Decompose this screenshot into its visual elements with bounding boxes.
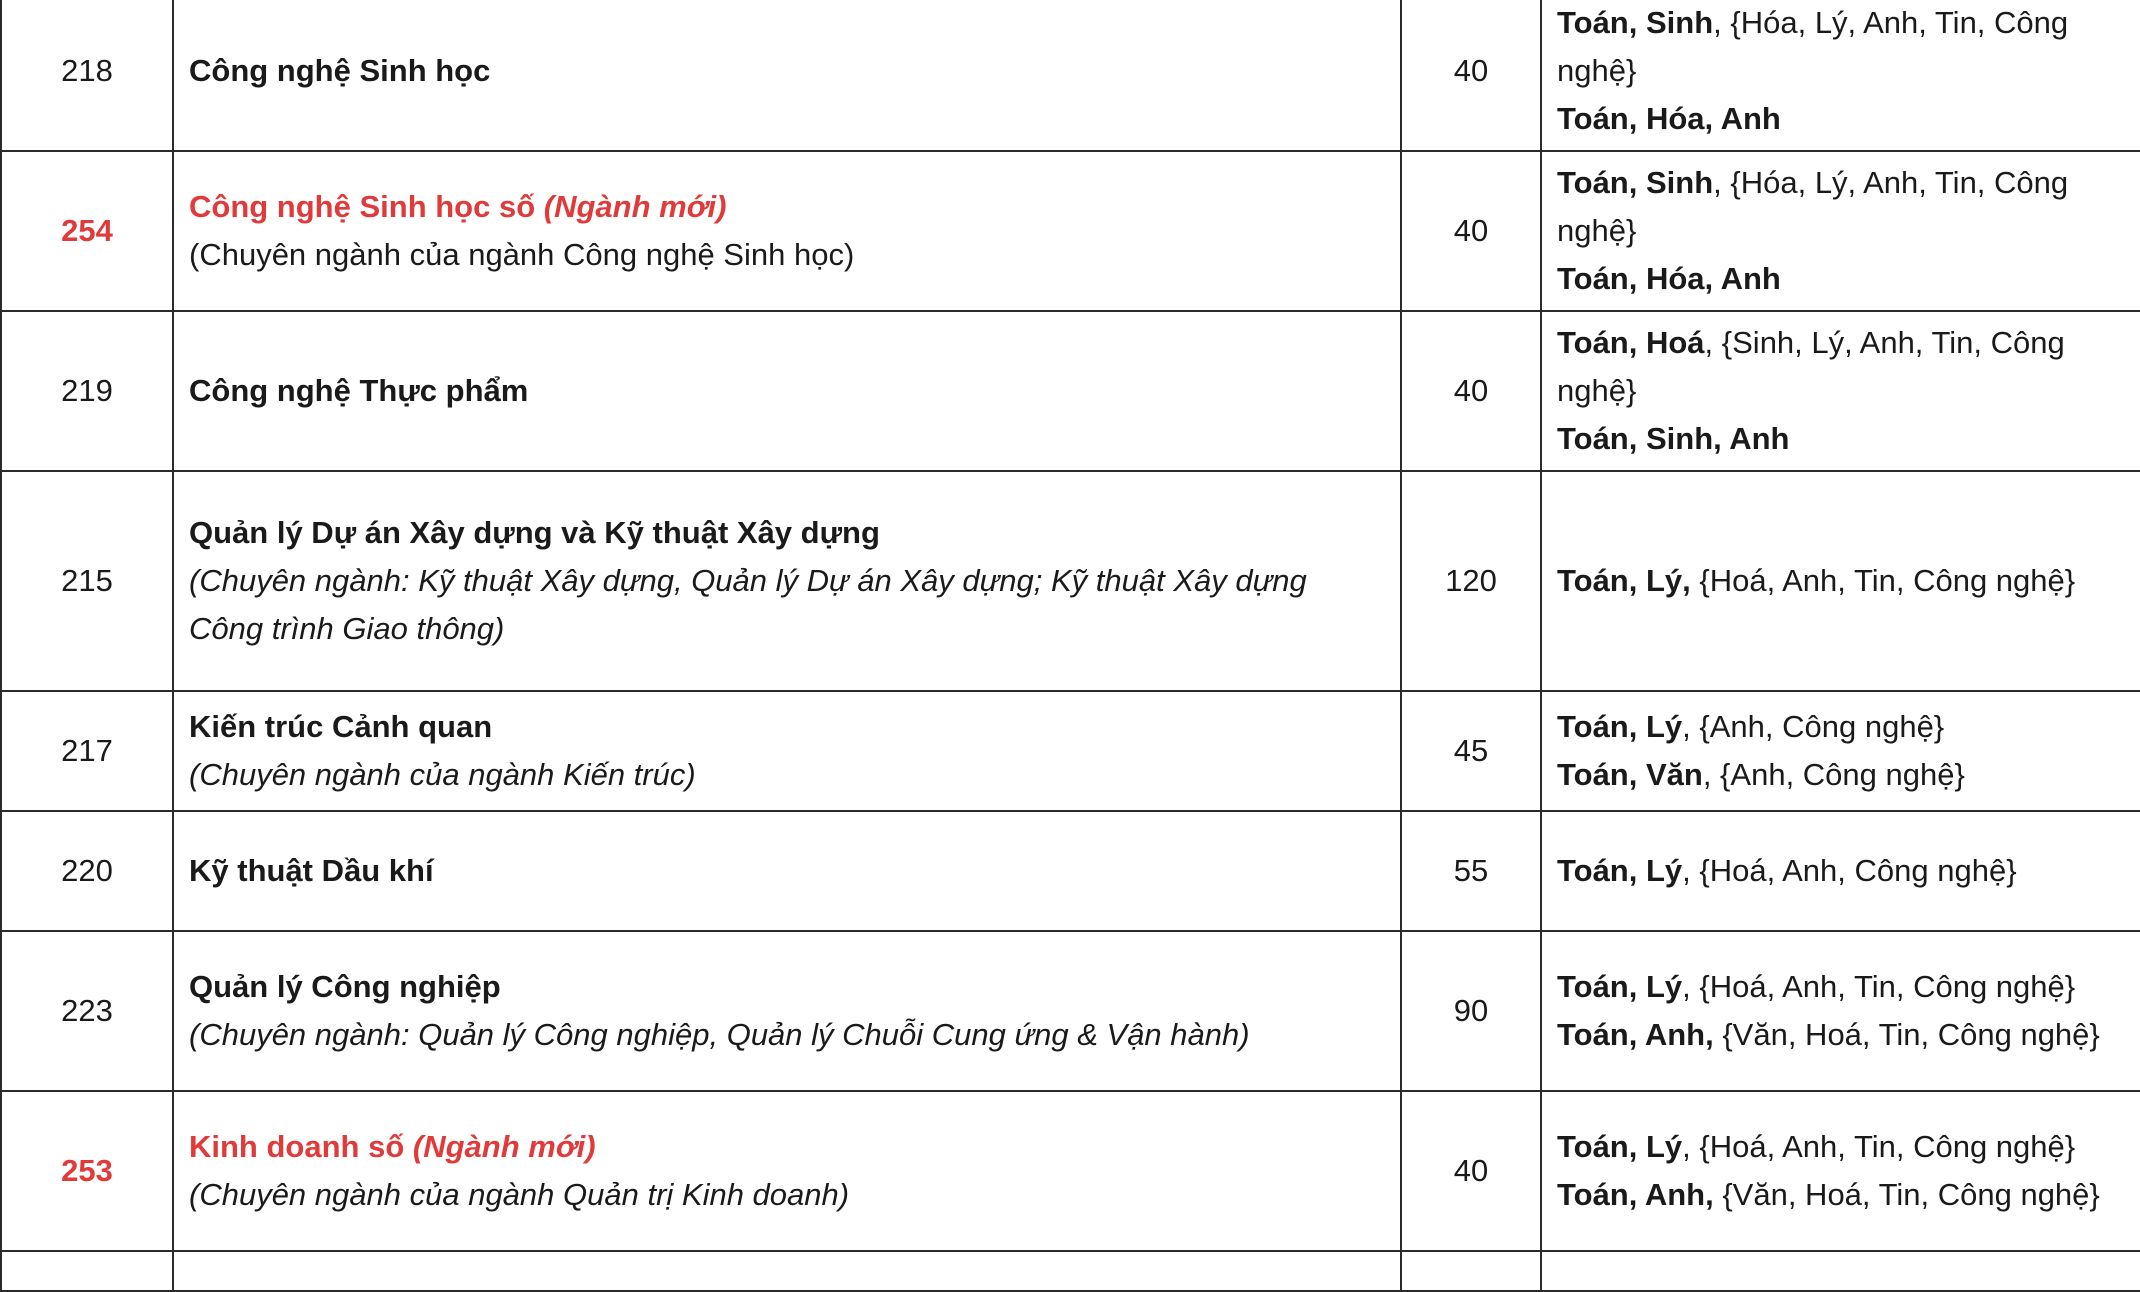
program-name-cell (173, 471, 1401, 691)
combination-line (1557, 95, 2126, 143)
combination-core: Toán, Lý (1557, 1129, 1683, 1164)
subject-combinations (1541, 931, 2140, 1091)
program-name-cell (173, 151, 1401, 311)
combination-line (1557, 159, 2126, 255)
combination-line (1557, 415, 2126, 463)
subject-combinations (1541, 311, 2140, 471)
program-code: 218 (1, 0, 173, 151)
combination-line (1557, 751, 2126, 799)
combination-line (1557, 847, 2126, 895)
combination-line (1557, 1011, 2126, 1059)
program-name-cell (173, 0, 1401, 151)
combination-line (1557, 255, 2126, 303)
table-row (1, 151, 2140, 311)
program-name: Kiến trúc Cảnh quan (189, 709, 493, 744)
program-quota: 45 (1401, 691, 1541, 811)
combination-line (1557, 1123, 2126, 1171)
program-code: 253 (1, 1091, 173, 1251)
program-name: Kỹ thuật Dầu khí (189, 853, 434, 888)
program-name: Quản lý Công nghiệp (189, 969, 501, 1004)
program-name: Công nghệ Sinh học (189, 52, 491, 88)
combination-core: Toán, Hoá (1557, 325, 1705, 360)
program-code: 217 (1, 691, 173, 811)
combination-line (1557, 703, 2126, 751)
combination-options: {Hoá, Anh, Tin, Công nghệ} (1690, 563, 2076, 598)
program-name: Quản lý Dự án Xây dựng và Kỹ thuật Xây dựng (189, 515, 880, 550)
program-quota: 40 (1401, 0, 1541, 151)
program-note: (Chuyên ngành của ngành Kiến trúc) (189, 757, 696, 792)
combination-options: , {Hoá, Anh, Tin, Công nghệ} (1682, 1129, 2076, 1164)
combination-line (1557, 557, 2126, 605)
program-note: (Chuyên ngành: Kỹ thuật Xây dựng, Quản lý Dự án Xây dựng; Kỹ thuật Xây dựng Công trình Giao thông) (189, 563, 1307, 646)
program-code: 219 (1, 311, 173, 471)
table-row (1, 471, 2140, 691)
combination-options: , {Anh, Công nghệ} (1702, 757, 1965, 792)
program-name-text: Kinh doanh số (189, 1129, 405, 1164)
combination-core: Toán, Sinh, Anh (1557, 421, 1790, 456)
combination-line (1557, 319, 2126, 415)
program-name: Công nghệ Thực phẩm (189, 373, 529, 408)
subject-combinations (1541, 151, 2140, 311)
program-code: 254 (1, 151, 173, 311)
program-name-cell (173, 811, 1401, 931)
combination-options: {Văn, Hoá, Tin, Công nghệ} (1713, 1017, 2100, 1052)
combination-options: , {Hóa, Lý, Anh, Tin, Công nghệ} (1557, 165, 2069, 248)
program-quota: 90 (1401, 931, 1541, 1091)
program-note: (Chuyên ngành: Quản lý Công nghiệp, Quản lý Chuỗi Cung ứng & Vận hành) (189, 1017, 1250, 1052)
combination-core: Toán, Văn (1557, 757, 1703, 792)
program-code: 220 (1, 811, 173, 931)
combination-core: Toán, Anh, (1557, 1177, 1714, 1212)
subject-combinations (1541, 0, 2140, 151)
combination-core: Toán, Hóa, Anh (1557, 261, 1781, 296)
combination-options: , {Hóa, Lý, Anh, Tin, Công nghệ} (1557, 4, 2069, 88)
program-quota: 55 (1401, 811, 1541, 931)
program-name (189, 183, 1385, 231)
program-name-cell (173, 311, 1401, 471)
program-note: (Chuyên ngành của ngành Công nghệ Sinh học) (189, 237, 855, 272)
combination-core: Toán, Lý (1557, 969, 1683, 1004)
combination-core: Toán, Anh, (1557, 1017, 1714, 1052)
combination-line (1557, 0, 2126, 95)
combination-options: , {Anh, Công nghệ} (1682, 709, 1945, 744)
table-bottom-edge (1, 1251, 2140, 1291)
new-program-tag: (Ngành mới) (412, 1129, 596, 1164)
program-name-cell (173, 691, 1401, 811)
program-name-cell (173, 1091, 1401, 1251)
program-name-text: Công nghệ Sinh học số (189, 189, 536, 224)
program-quota: 40 (1401, 151, 1541, 311)
program-code: 223 (1, 931, 173, 1091)
combination-core: Toán, Sinh (1557, 4, 1714, 40)
combination-line (1557, 1171, 2126, 1219)
subject-combinations (1541, 1091, 2140, 1251)
program-quota: 40 (1401, 311, 1541, 471)
program-name (189, 1123, 1385, 1171)
new-program-tag: (Ngành mới) (543, 189, 727, 224)
combination-options: {Văn, Hoá, Tin, Công nghệ} (1713, 1177, 2100, 1212)
combination-core: Toán, Lý (1557, 853, 1683, 888)
combination-options: , {Sinh, Lý, Anh, Tin, Công nghệ} (1557, 325, 2065, 408)
combination-core: Toán, Lý, (1557, 563, 1691, 598)
program-code: 215 (1, 471, 173, 691)
table-row (1, 1091, 2140, 1251)
subject-combinations (1541, 471, 2140, 691)
combination-options: , {Hoá, Anh, Công nghệ} (1682, 853, 2017, 888)
subject-combinations (1541, 691, 2140, 811)
program-quota: 40 (1401, 1091, 1541, 1251)
subject-combinations (1541, 811, 2140, 931)
program-note: (Chuyên ngành của ngành Quản trị Kinh doanh) (189, 1177, 850, 1212)
table-row (1, 811, 2140, 931)
program-name-cell (173, 931, 1401, 1091)
table-row (1, 311, 2140, 471)
combination-line (1557, 963, 2126, 1011)
table-row (1, 0, 2140, 151)
table-row (1, 691, 2140, 811)
program-quota: 120 (1401, 471, 1541, 691)
combination-options: , {Hoá, Anh, Tin, Công nghệ} (1682, 969, 2076, 1004)
combination-core: Toán, Lý (1557, 709, 1683, 744)
table-row (1, 931, 2140, 1091)
combination-core: Toán, Hóa, Anh (1557, 100, 1781, 136)
combination-core: Toán, Sinh (1557, 165, 1714, 200)
